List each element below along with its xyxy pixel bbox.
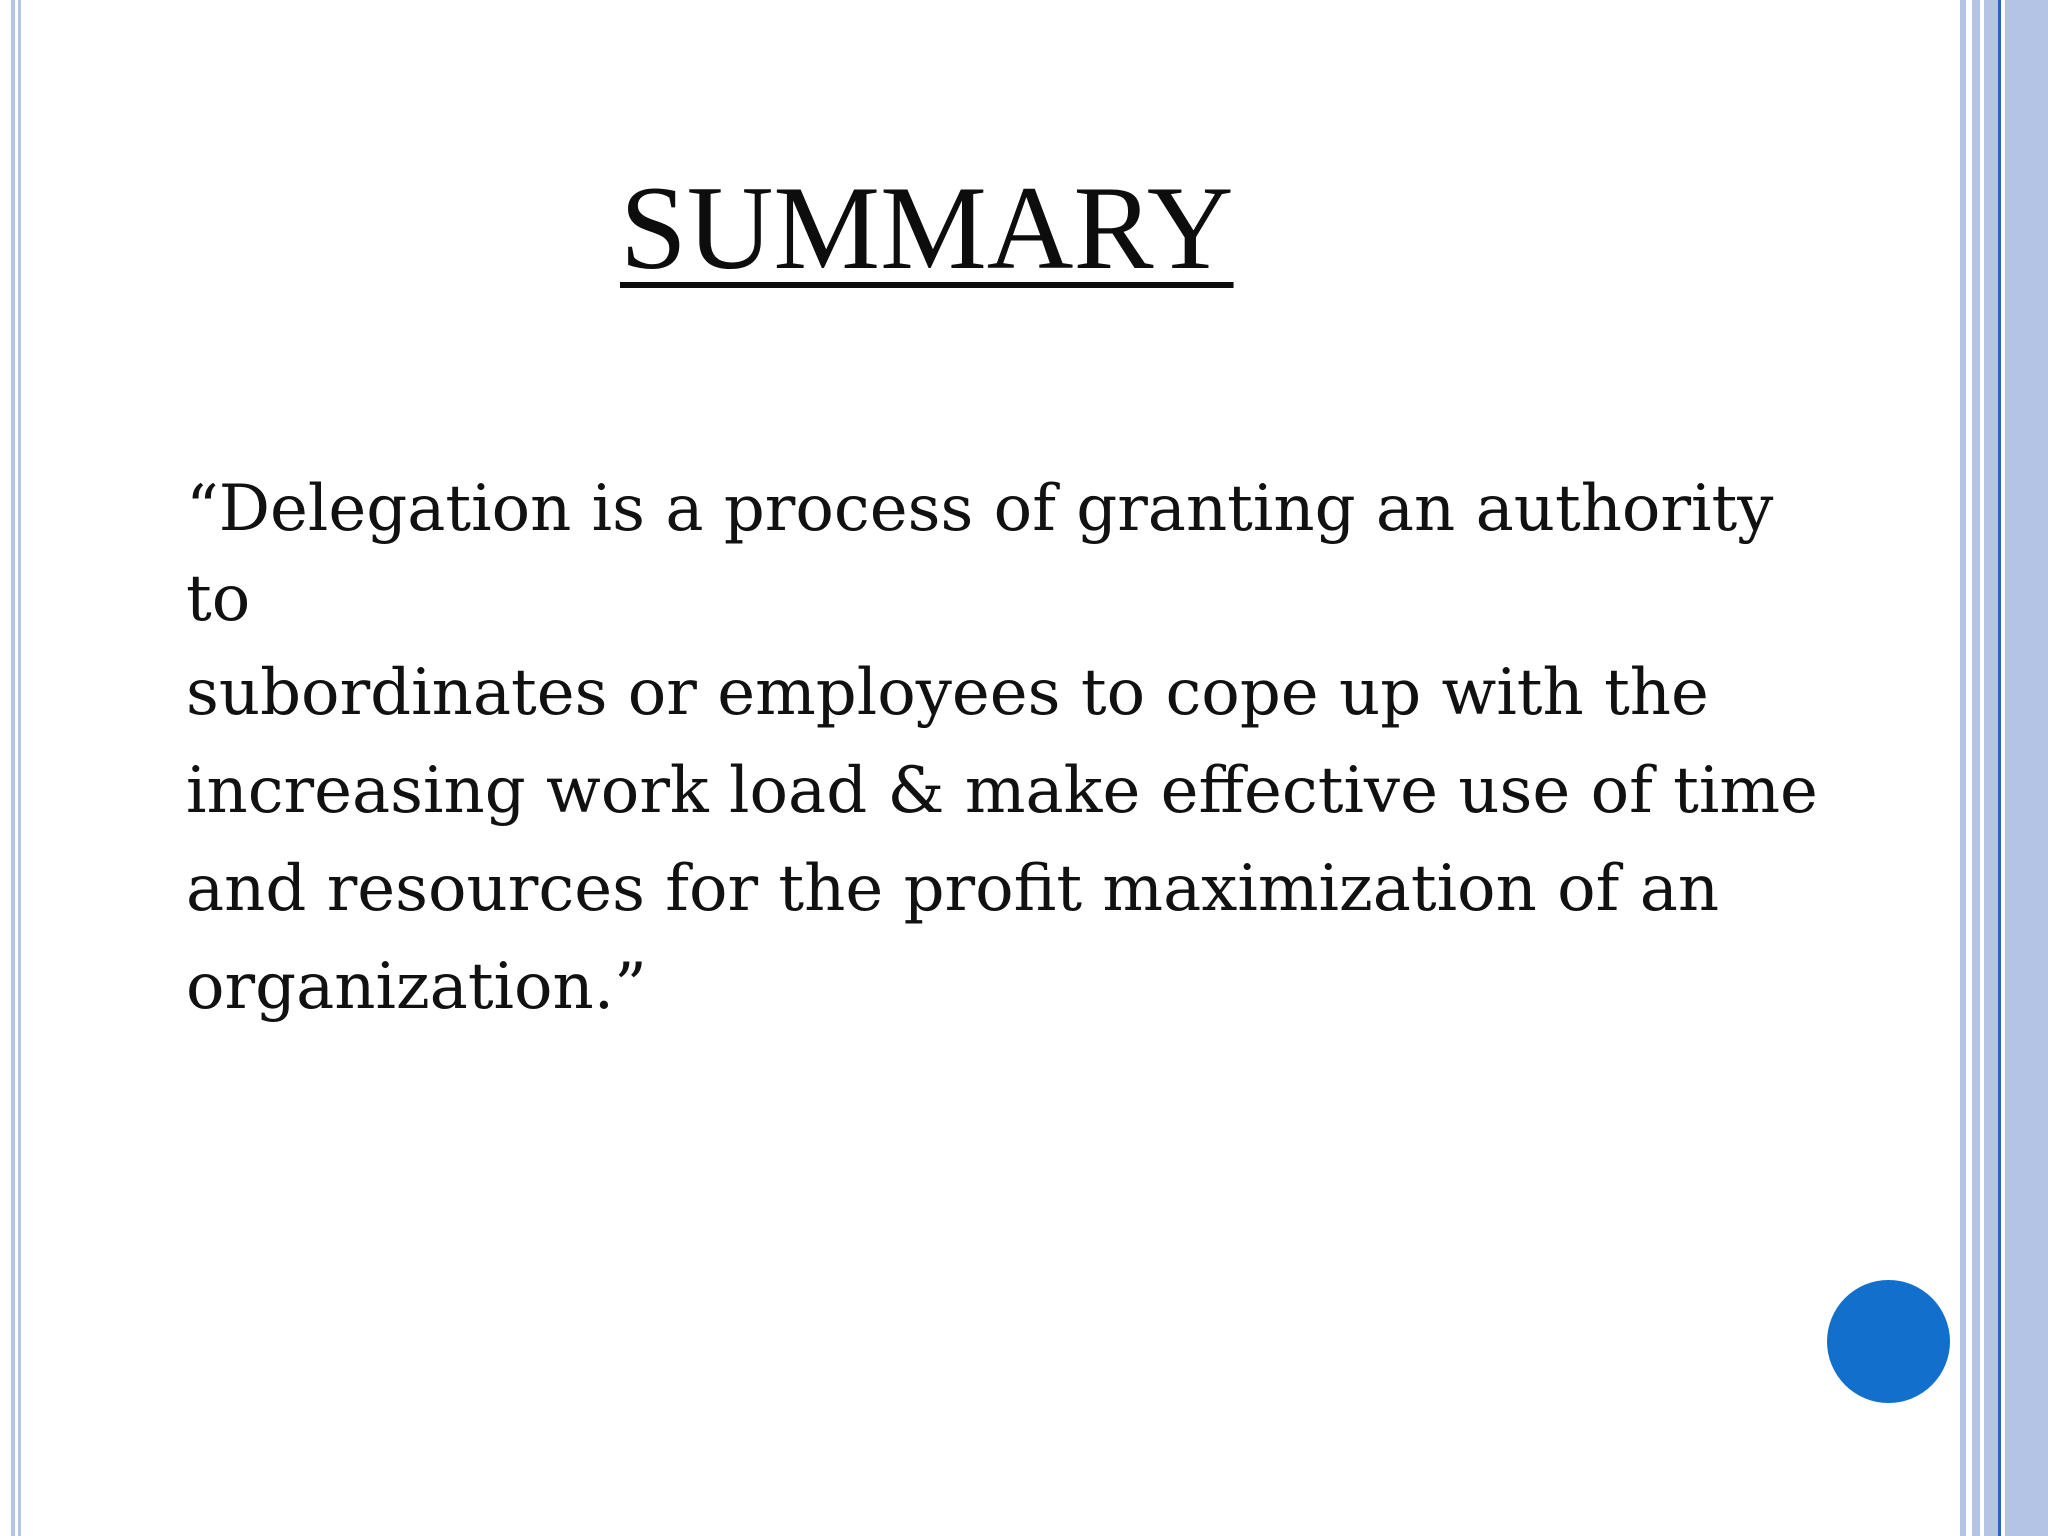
body-line: organization.” [186,950,647,1024]
body-line: subordinates or employees to cope up with the [186,656,1709,730]
right-border-band [2005,0,2048,1536]
right-border-stripe [1960,0,1966,1536]
right-border-stripe [1972,0,1980,1536]
body-line: and resources for the profit maximization of an [186,852,1720,926]
body-line: “Delegation is a process of granting an authority [186,472,1774,546]
decorative-circle [1827,1280,1950,1403]
body-line: to [186,562,251,636]
slide-body [186,464,1906,1036]
body-line: increasing work load & make effective use of time [186,754,1818,828]
slide-title: SUMMARY [620,161,1234,294]
left-border-stripe [18,0,21,1536]
left-border-stripe [11,0,15,1536]
right-border-stripe [1984,0,1998,1536]
